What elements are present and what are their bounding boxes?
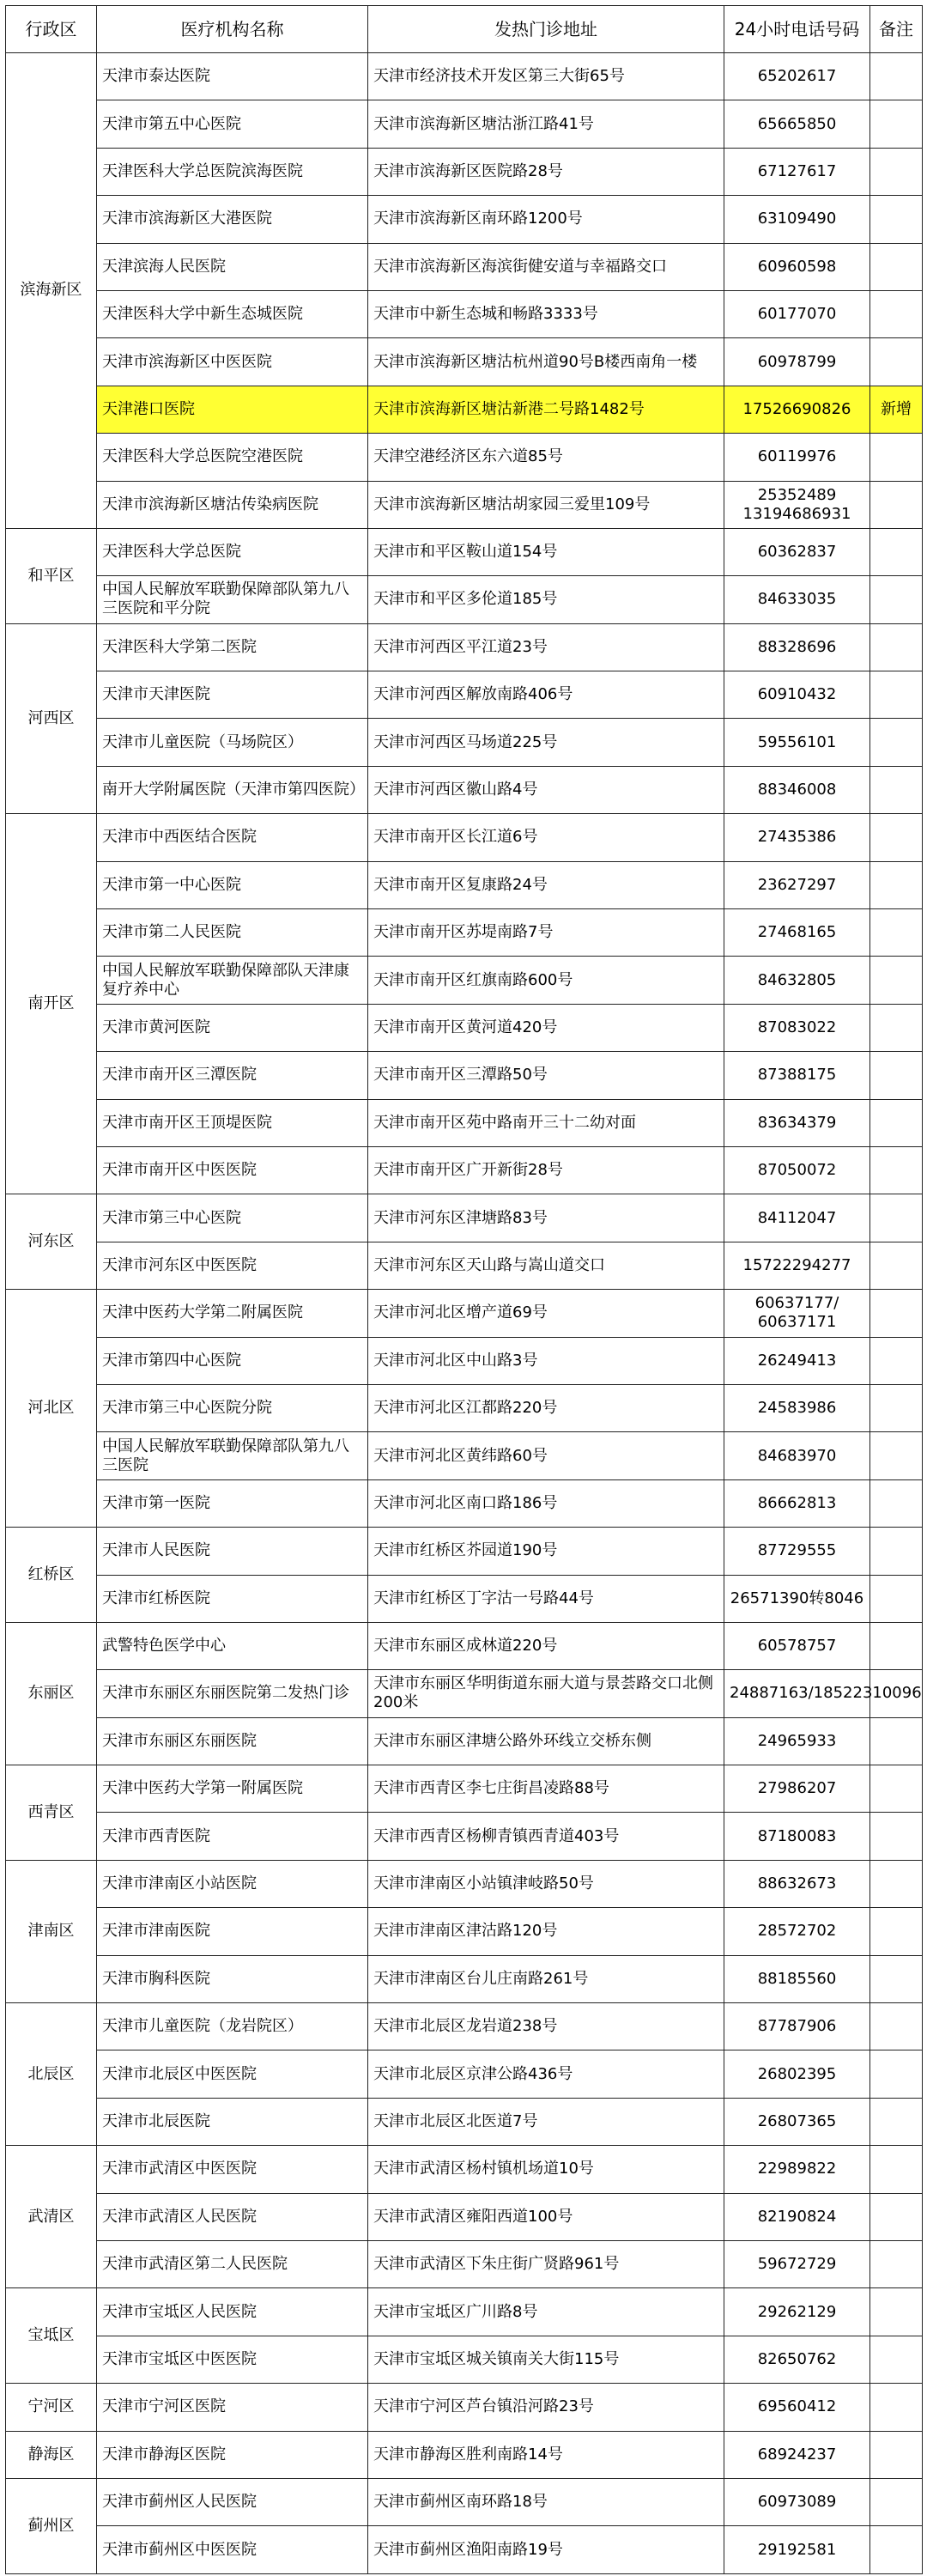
district-cell: 西青区 [6, 1765, 97, 1861]
note-cell [870, 1528, 923, 1575]
phone-cell: 88328696 [724, 623, 870, 671]
hospital-cell: 天津市胸科医院 [97, 1955, 368, 2002]
note-cell [870, 2384, 923, 2431]
address-cell: 天津市南开区三潭路50号 [368, 1052, 724, 1099]
table-row [6, 1813, 923, 1860]
note-cell [870, 1813, 923, 1860]
hospital-cell: 天津市宝坻区中医医院 [97, 2336, 368, 2383]
hospital-cell: 南开大学附属医院（天津市第四医院） [97, 766, 368, 813]
phone-cell: 69560412 [724, 2384, 870, 2431]
hospital-cell: 天津医科大学中新生态城医院 [97, 290, 368, 337]
hospital-cell: 天津市滨海新区中医医院 [97, 338, 368, 386]
hospital-cell: 天津市东丽区东丽医院第二发热门诊 [97, 1670, 368, 1717]
table-row [6, 1242, 923, 1289]
phone-cell: 84112047 [724, 1194, 870, 1242]
table-row [6, 1955, 923, 2002]
note-cell [870, 481, 923, 528]
phone-cell: 60177070 [724, 290, 870, 337]
address-cell: 天津市北辰区龙岩道238号 [368, 2003, 724, 2050]
phone-cell: 22989822 [724, 2146, 870, 2193]
table-row [6, 1099, 923, 1146]
table-row [6, 623, 923, 671]
address-cell: 天津市和平区多伦道185号 [368, 576, 724, 623]
address-cell: 天津市西青区李七庄街昌凌路88号 [368, 1765, 724, 1813]
district-cell: 和平区 [6, 528, 97, 623]
table-row [6, 861, 923, 908]
hospital-cell: 天津市东丽区东丽医院 [97, 1717, 368, 1765]
table-row [6, 1004, 923, 1051]
address-cell: 天津市河西区解放南路406号 [368, 671, 724, 719]
table-row [6, 1717, 923, 1765]
hospital-cell: 天津市中西医结合医院 [97, 814, 368, 861]
hospital-cell: 天津医科大学总医院滨海医院 [97, 148, 368, 195]
address-cell: 天津市蓟州区南环路18号 [368, 2478, 724, 2525]
hospital-cell: 天津市南开区王顶堤医院 [97, 1099, 368, 1146]
table-row [6, 2526, 923, 2573]
phone-cell: 87180083 [724, 1813, 870, 1860]
hospital-cell: 天津市儿童医院（龙岩院区） [97, 2003, 368, 2050]
table-row [6, 671, 923, 719]
table-row [6, 1575, 923, 1622]
phone-cell: 84683970 [724, 1432, 870, 1479]
note-cell [870, 196, 923, 243]
table-row [6, 2336, 923, 2383]
hospital-cell: 天津中医药大学第二附属医院 [97, 1290, 368, 1337]
address-cell: 天津市南开区复康路24号 [368, 861, 724, 908]
hospital-cell: 中国人民解放军联勤保障部队第九八三医院 [97, 1432, 368, 1479]
address-cell: 天津市东丽区华明街道东丽大道与景荟路交口北侧200米 [368, 1670, 724, 1717]
address-cell: 天津市经济技术开发区第三大街65号 [368, 53, 724, 100]
district-cell: 武清区 [6, 2146, 97, 2288]
address-cell: 天津市武清区下朱庄街广贤路961号 [368, 2240, 724, 2287]
hospital-cell: 天津市天津医院 [97, 671, 368, 719]
hospital-cell: 天津市北辰区中医医院 [97, 2050, 368, 2098]
note-cell [870, 2478, 923, 2525]
note-cell [870, 1004, 923, 1051]
hospital-cell: 天津市武清区人民医院 [97, 2193, 368, 2240]
hospital-cell: 天津市北辰医院 [97, 2098, 368, 2145]
note-cell [870, 1955, 923, 2002]
district-cell: 宝坻区 [6, 2288, 97, 2384]
address-cell: 天津市北辰区北医道7号 [368, 2098, 724, 2145]
note-cell [870, 2431, 923, 2478]
hospital-cell: 天津市儿童医院（马场院区） [97, 719, 368, 766]
note-cell [870, 528, 923, 575]
note-cell [870, 1290, 923, 1337]
hospital-cell: 天津医科大学第二医院 [97, 623, 368, 671]
hospital-cell: 天津市第一中心医院 [97, 861, 368, 908]
phone-cell: 60637177/ 60637171 [724, 1290, 870, 1337]
note-cell [870, 1146, 923, 1194]
note-cell [870, 2288, 923, 2336]
hospital-cell: 天津市蓟州区中医医院 [97, 2526, 368, 2573]
hospital-cell: 天津市人民医院 [97, 1528, 368, 1575]
note-cell [870, 2146, 923, 2193]
note-cell [870, 909, 923, 957]
hospital-cell: 天津医科大学总医院 [97, 528, 368, 575]
district-cell: 红桥区 [6, 1528, 97, 1623]
table-row [6, 2193, 923, 2240]
note-cell [870, 1194, 923, 1242]
address-cell: 天津市河北区增产道69号 [368, 1290, 724, 1337]
phone-cell: 87729555 [724, 1528, 870, 1575]
table-row [6, 1384, 923, 1431]
phone-cell: 26802395 [724, 2050, 870, 2098]
address-cell: 天津市东丽区成林道220号 [368, 1622, 724, 1669]
address-cell: 天津市宁河区芦台镇沿河路23号 [368, 2384, 724, 2431]
district-cell: 东丽区 [6, 1622, 97, 1765]
address-cell: 天津市津南区小站镇津岐路50号 [368, 1860, 724, 1907]
phone-cell: 88185560 [724, 1955, 870, 2002]
table-row [6, 2384, 923, 2431]
header-hospital: 医疗机构名称 [97, 6, 368, 53]
phone-cell: 83634379 [724, 1099, 870, 1146]
phone-cell: 65665850 [724, 100, 870, 148]
phone-cell: 27468165 [724, 909, 870, 957]
fever-clinic-table [5, 5, 923, 2574]
note-cell [870, 766, 923, 813]
note-cell [870, 1479, 923, 1527]
phone-cell: 29192581 [724, 2526, 870, 2573]
hospital-cell: 中国人民解放军联勤保障部队第九八三医院和平分院 [97, 576, 368, 623]
table-row [6, 1860, 923, 1907]
table-row [6, 1194, 923, 1242]
header-phone: 24小时电话号码 [724, 6, 870, 53]
table-row [6, 1432, 923, 1479]
phone-cell: 60578757 [724, 1622, 870, 1669]
table-row [6, 434, 923, 481]
table-row [6, 1479, 923, 1527]
address-cell: 天津市滨海新区海滨街健安道与幸福路交口 [368, 243, 724, 290]
table-row [6, 1290, 923, 1337]
address-cell: 天津市南开区黄河道420号 [368, 1004, 724, 1051]
phone-cell: 86662813 [724, 1479, 870, 1527]
note-cell [870, 671, 923, 719]
note-cell [870, 2098, 923, 2145]
phone-cell: 28572702 [724, 1908, 870, 1955]
address-cell: 天津市武清区雍阳西道100号 [368, 2193, 724, 2240]
hospital-cell: 天津市黄河医院 [97, 1004, 368, 1051]
address-cell: 天津市河东区天山路与嵩山道交口 [368, 1242, 724, 1289]
table-row [6, 196, 923, 243]
phone-cell: 15722294277 [724, 1242, 870, 1289]
table-row [6, 1765, 923, 1813]
note-cell [870, 1622, 923, 1669]
header-note: 备注 [870, 6, 923, 53]
district-cell: 滨海新区 [6, 53, 97, 529]
hospital-cell: 天津市静海区医院 [97, 2431, 368, 2478]
hospital-cell: 天津医科大学总医院空港医院 [97, 434, 368, 481]
note-cell [870, 2526, 923, 2573]
phone-cell: 24583986 [724, 1384, 870, 1431]
hospital-cell: 天津港口医院 [97, 386, 368, 433]
phone-cell: 27435386 [724, 814, 870, 861]
note-cell: 新增 [870, 386, 923, 433]
phone-cell: 87050072 [724, 1146, 870, 1194]
phone-cell: 60119976 [724, 434, 870, 481]
address-cell: 天津市宝坻区城关镇南关大街115号 [368, 2336, 724, 2383]
hospital-cell: 天津市滨海新区塘沽传染病医院 [97, 481, 368, 528]
phone-cell: 26249413 [724, 1337, 870, 1384]
phone-cell: 60960598 [724, 243, 870, 290]
district-cell: 北辰区 [6, 2003, 97, 2146]
phone-cell: 59556101 [724, 719, 870, 766]
hospital-cell: 天津市津南医院 [97, 1908, 368, 1955]
hospital-cell: 天津市第三中心医院分院 [97, 1384, 368, 1431]
address-cell: 天津市南开区红旗南路600号 [368, 957, 724, 1004]
address-cell: 天津市南开区苑中路南开三十二幼对面 [368, 1099, 724, 1146]
table-row [6, 243, 923, 290]
phone-cell: 67127617 [724, 148, 870, 195]
address-cell: 天津市滨海新区医院路28号 [368, 148, 724, 195]
table-row [6, 2240, 923, 2287]
phone-cell: 27986207 [724, 1765, 870, 1813]
hospital-cell: 天津市宁河区医院 [97, 2384, 368, 2431]
table-row [6, 2478, 923, 2525]
phone-cell: 68924237 [724, 2431, 870, 2478]
address-cell: 天津市武清区杨村镇机场道10号 [368, 2146, 724, 2193]
note-cell [870, 1052, 923, 1099]
note-cell [870, 1908, 923, 1955]
note-cell [870, 148, 923, 195]
note-cell [870, 719, 923, 766]
hospital-cell: 天津市红桥医院 [97, 1575, 368, 1622]
hospital-cell: 天津滨海人民医院 [97, 243, 368, 290]
phone-cell: 60978799 [724, 338, 870, 386]
note-cell [870, 53, 923, 100]
hospital-cell: 中国人民解放军联勤保障部队天津康复疗养中心 [97, 957, 368, 1004]
note-cell [870, 338, 923, 386]
address-cell: 天津市河北区中山路3号 [368, 1337, 724, 1384]
note-cell [870, 1860, 923, 1907]
district-cell: 河北区 [6, 1290, 97, 1528]
phone-cell: 59672729 [724, 2240, 870, 2287]
address-cell: 天津市东丽区津塘公路外环线立交桥东侧 [368, 1717, 724, 1765]
note-cell [870, 623, 923, 671]
address-cell: 天津市河西区平江道23号 [368, 623, 724, 671]
phone-cell: 24887163/18522310096 [724, 1670, 870, 1717]
hospital-cell: 天津市泰达医院 [97, 53, 368, 100]
hospital-cell: 天津市第二人民医院 [97, 909, 368, 957]
table-row [6, 2003, 923, 2050]
phone-cell: 25352489 13194686931 [724, 481, 870, 528]
table-row [6, 719, 923, 766]
address-cell: 天津市滨海新区塘沽杭州道90号B楼西南角一楼 [368, 338, 724, 386]
address-cell: 天津市河西区马场道225号 [368, 719, 724, 766]
table-row [6, 814, 923, 861]
phone-cell: 60973089 [724, 2478, 870, 2525]
district-cell: 河东区 [6, 1194, 97, 1290]
address-cell: 天津市红桥区丁字沽一号路44号 [368, 1575, 724, 1622]
address-cell: 天津市南开区长江道6号 [368, 814, 724, 861]
table-row [6, 1670, 923, 1717]
district-cell: 蓟州区 [6, 2478, 97, 2573]
address-cell: 天津市滨海新区塘沽胡家园三爱里109号 [368, 481, 724, 528]
address-cell: 天津市西青区杨柳青镇西青道403号 [368, 1813, 724, 1860]
table-row [6, 1528, 923, 1575]
table-row [6, 338, 923, 386]
address-cell: 天津市红桥区芥园道190号 [368, 1528, 724, 1575]
table-row [6, 766, 923, 813]
hospital-cell: 天津市南开区三潭医院 [97, 1052, 368, 1099]
hospital-cell: 天津市河东区中医医院 [97, 1242, 368, 1289]
table-row [6, 290, 923, 337]
table-row [6, 2146, 923, 2193]
phone-cell: 88632673 [724, 1860, 870, 1907]
district-cell: 津南区 [6, 1860, 97, 2002]
header-address: 发热门诊地址 [368, 6, 724, 53]
phone-cell: 60362837 [724, 528, 870, 575]
district-cell: 宁河区 [6, 2384, 97, 2431]
phone-cell: 17526690826 [724, 386, 870, 433]
address-cell: 天津市津南区台儿庄南路261号 [368, 1955, 724, 2002]
note-cell [870, 2193, 923, 2240]
hospital-cell: 天津市第五中心医院 [97, 100, 368, 148]
table-row [6, 2098, 923, 2145]
hospital-cell: 天津市第三中心医院 [97, 1194, 368, 1242]
note-cell [870, 576, 923, 623]
address-cell: 天津市北辰区京津公路436号 [368, 2050, 724, 2098]
address-cell: 天津市河北区黄纬路60号 [368, 1432, 724, 1479]
note-cell [870, 2003, 923, 2050]
phone-cell: 29262129 [724, 2288, 870, 2336]
address-cell: 天津市津南区津沽路120号 [368, 1908, 724, 1955]
hospital-cell: 天津市西青医院 [97, 1813, 368, 1860]
phone-cell: 82190824 [724, 2193, 870, 2240]
note-cell [870, 290, 923, 337]
hospital-cell: 天津市津南区小站医院 [97, 1860, 368, 1907]
hospital-cell: 天津市蓟州区人民医院 [97, 2478, 368, 2525]
address-cell: 天津市和平区鞍山道154号 [368, 528, 724, 575]
note-cell [870, 814, 923, 861]
address-cell: 天津市蓟州区渔阳南路19号 [368, 2526, 724, 2573]
phone-cell: 87388175 [724, 1052, 870, 1099]
table-row [6, 2288, 923, 2336]
table-row [6, 481, 923, 528]
address-cell: 天津市河东区津塘路83号 [368, 1194, 724, 1242]
note-cell [870, 861, 923, 908]
hospital-cell: 天津中医药大学第一附属医院 [97, 1765, 368, 1813]
hospital-cell: 天津市武清区中医医院 [97, 2146, 368, 2193]
hospital-cell: 天津市滨海新区大港医院 [97, 196, 368, 243]
address-cell: 天津市静海区胜利南路14号 [368, 2431, 724, 2478]
district-cell: 河西区 [6, 623, 97, 814]
address-cell: 天津市滨海新区塘沽新港二号路1482号 [368, 386, 724, 433]
hospital-cell: 天津市第一医院 [97, 1479, 368, 1527]
note-cell [870, 2240, 923, 2287]
header-row [6, 6, 923, 53]
address-cell: 天津市南开区广开新街28号 [368, 1146, 724, 1194]
phone-cell: 26571390转8046 [724, 1575, 870, 1622]
hospital-cell: 天津市宝坻区人民医院 [97, 2288, 368, 2336]
table-row [6, 386, 923, 433]
table-row [6, 100, 923, 148]
address-cell: 天津市宝坻区广川路8号 [368, 2288, 724, 2336]
table-row [6, 148, 923, 195]
note-cell [870, 2336, 923, 2383]
header-district: 行政区 [6, 6, 97, 53]
phone-cell: 84632805 [724, 957, 870, 1004]
hospital-cell: 武警特色医学中心 [97, 1622, 368, 1669]
hospital-cell: 天津市第四中心医院 [97, 1337, 368, 1384]
address-cell: 天津市南开区苏堤南路7号 [368, 909, 724, 957]
note-cell [870, 434, 923, 481]
phone-cell: 87787906 [724, 2003, 870, 2050]
table-row [6, 957, 923, 1004]
table-body [6, 53, 923, 2574]
phone-cell: 26807365 [724, 2098, 870, 2145]
address-cell: 天津市滨海新区塘沽浙江路41号 [368, 100, 724, 148]
table-row [6, 1337, 923, 1384]
table-row [6, 909, 923, 957]
district-cell: 南开区 [6, 814, 97, 1194]
phone-cell: 84633035 [724, 576, 870, 623]
address-cell: 天津市河北区江都路220号 [368, 1384, 724, 1431]
phone-cell: 63109490 [724, 196, 870, 243]
note-cell [870, 100, 923, 148]
note-cell [870, 1575, 923, 1622]
phone-cell: 23627297 [724, 861, 870, 908]
table-row [6, 528, 923, 575]
table-row [6, 53, 923, 100]
table-row [6, 576, 923, 623]
note-cell [870, 1765, 923, 1813]
phone-cell: 60910432 [724, 671, 870, 719]
phone-cell: 24965933 [724, 1717, 870, 1765]
phone-cell: 88346008 [724, 766, 870, 813]
district-cell: 静海区 [6, 2431, 97, 2478]
phone-cell: 82650762 [724, 2336, 870, 2383]
note-cell [870, 1384, 923, 1431]
note-cell [870, 1242, 923, 1289]
hospital-cell: 天津市武清区第二人民医院 [97, 2240, 368, 2287]
table-row [6, 2050, 923, 2098]
phone-cell: 65202617 [724, 53, 870, 100]
table-row [6, 1052, 923, 1099]
note-cell [870, 243, 923, 290]
address-cell: 天津市河西区徽山路4号 [368, 766, 724, 813]
note-cell [870, 1099, 923, 1146]
note-cell [870, 957, 923, 1004]
table-row [6, 1622, 923, 1669]
address-cell: 天津市河北区南口路186号 [368, 1479, 724, 1527]
note-cell [870, 1432, 923, 1479]
note-cell [870, 1717, 923, 1765]
phone-cell: 87083022 [724, 1004, 870, 1051]
table-row [6, 2431, 923, 2478]
table-row [6, 1908, 923, 1955]
note-cell [870, 2050, 923, 2098]
table-row [6, 1146, 923, 1194]
note-cell [870, 1337, 923, 1384]
hospital-cell: 天津市南开区中医医院 [97, 1146, 368, 1194]
address-cell: 天津市滨海新区南环路1200号 [368, 196, 724, 243]
address-cell: 天津空港经济区东六道85号 [368, 434, 724, 481]
address-cell: 天津市中新生态城和畅路3333号 [368, 290, 724, 337]
